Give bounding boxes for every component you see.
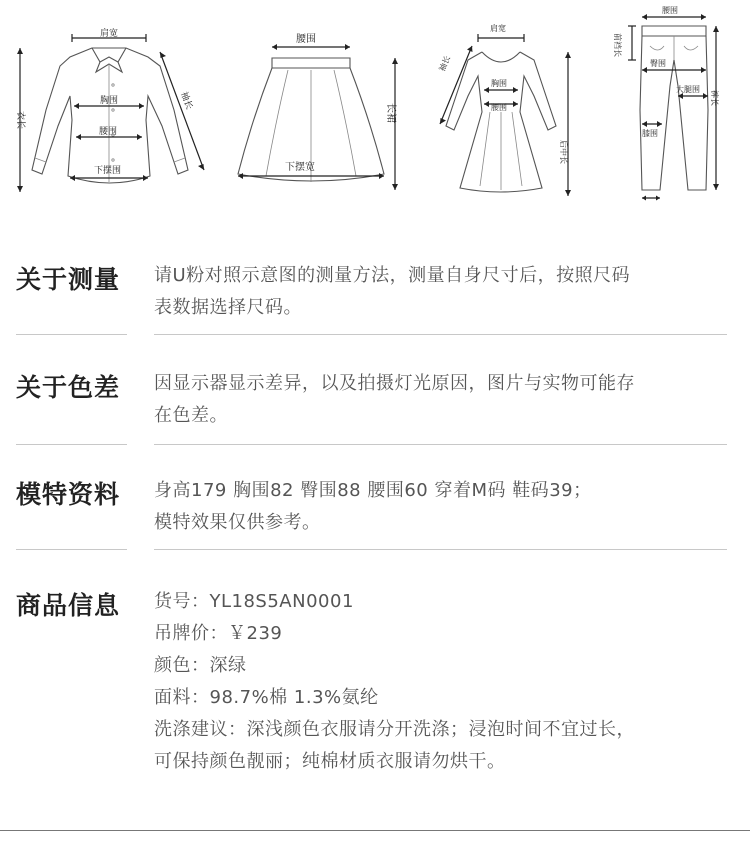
skirt-diagram	[238, 33, 398, 190]
section-model-info	[16, 475, 728, 535]
section-body-color	[154, 368, 734, 432]
pants-diagram	[613, 6, 720, 201]
divider-left	[16, 334, 127, 335]
section-measurement	[16, 260, 728, 320]
product-price: 吊牌价：￥239	[154, 623, 283, 644]
section-body-model	[154, 475, 734, 539]
section-title-product: 商品信息	[16, 591, 121, 620]
dress-diagram	[437, 23, 571, 196]
divider-right	[154, 549, 727, 550]
dress-waist-label: 腰围	[491, 103, 507, 112]
shirt-chest-label: 胸围	[100, 96, 119, 106]
dress-sleeve-label: 袖长	[437, 54, 453, 73]
pants-length-label: 裤长	[710, 90, 719, 106]
product-sku: 货号：YL18S5AN0001	[154, 591, 354, 612]
section-body-product	[154, 586, 734, 778]
product-fabric: 面料：98.7%棉 1.3%氨纶	[154, 687, 379, 708]
dress-chest-label: 胸围	[491, 79, 507, 88]
divider-right	[154, 334, 727, 335]
body-line: 模特效果仅供参考。	[154, 512, 321, 533]
pants-rise-label: 前裆长	[613, 33, 622, 57]
section-title-measurement: 关于测量	[16, 265, 121, 294]
pants-knee-label: 膝围	[642, 129, 658, 138]
pants-thigh-label: 大腿围	[676, 85, 700, 94]
shirt-diagram	[15, 27, 204, 192]
pants-waist-label: 腰围	[662, 6, 678, 15]
skirt-length-label: 长裙	[385, 103, 396, 123]
divider-right	[154, 444, 727, 445]
body-line: 在色差。	[154, 405, 228, 426]
body-line: 表数据选择尺码。	[154, 297, 302, 318]
shirt-sleeve-label: 袖长	[178, 90, 194, 111]
section-product-info	[16, 586, 728, 776]
dress-shoulder-label: 肩宽	[490, 24, 506, 33]
shirt-hem-label: 下摆围	[94, 166, 122, 176]
shirt-length-label: 衣长	[15, 111, 25, 130]
section-title-model: 模特资料	[16, 480, 121, 509]
body-line: 请U粉对照示意图的测量方法，测量自身尺寸后，按照尺码	[154, 265, 631, 286]
body-line: 身高179 胸围82 臀围88 腰围60 穿着M码 鞋码39；	[154, 480, 592, 501]
shirt-waist-label: 腰围	[99, 127, 118, 137]
bottom-divider	[0, 830, 750, 831]
shirt-shoulder-label: 肩宽	[100, 29, 119, 39]
section-title-color: 关于色差	[16, 373, 121, 402]
section-body-measurement	[154, 260, 734, 324]
divider-left	[16, 549, 127, 550]
body-line: 因显示器显示差异，以及拍摄灯光原因，图片与实物可能存	[154, 373, 635, 394]
divider-left	[16, 444, 127, 445]
product-care: 可保持颜色靓丽；纯棉材质衣服请勿烘干。	[154, 751, 506, 772]
measurement-diagrams	[0, 0, 750, 215]
dress-back-length-label: 后中长	[559, 140, 568, 164]
product-color: 颜色：深绿	[154, 655, 247, 676]
skirt-hem-label: 下摆宽	[285, 162, 315, 173]
product-care: 洗涤建议：深浅颜色衣服请分开洗涤；浸泡时间不宜过长，	[154, 719, 635, 740]
pants-hip-label: 臀围	[650, 59, 666, 68]
skirt-waist-label: 腰围	[296, 34, 316, 45]
section-color-difference	[16, 368, 728, 428]
